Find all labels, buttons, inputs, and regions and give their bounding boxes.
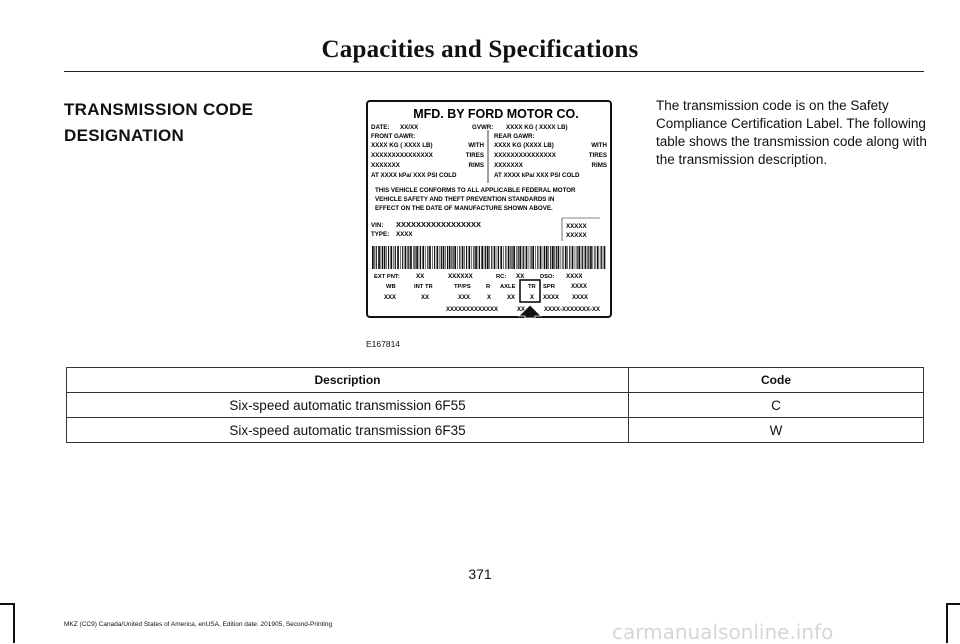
barcode-bar — [487, 246, 489, 269]
barcode-bar — [581, 246, 582, 269]
barcode-bar — [468, 246, 470, 269]
crop-mark-right — [946, 603, 960, 605]
barcode-bar — [384, 246, 386, 269]
barcode-bar — [544, 246, 545, 269]
barcode-bar — [529, 246, 530, 269]
barcode-bar — [464, 246, 465, 269]
barcode-bar — [588, 246, 589, 269]
barcode-bar — [522, 246, 523, 269]
barcode-bar — [427, 246, 428, 269]
barcode-bar — [429, 246, 431, 269]
barcode-bar — [408, 246, 409, 269]
label-dso-val: XXXX — [566, 273, 583, 280]
barcode-bar — [400, 246, 401, 269]
label-bottom-right: XXXX-XXXXXXX-XX — [544, 307, 601, 313]
barcode-bar — [572, 246, 574, 269]
label-axle: AXLE — [500, 284, 516, 290]
label-int-tr: INT TR — [414, 284, 433, 290]
barcode-bar — [390, 246, 392, 269]
barcode-bar — [440, 246, 441, 269]
barcode-bar — [593, 246, 594, 269]
label-gvwr-value: XXXX KG ( XXXX LB) — [506, 124, 568, 131]
label-ext-pnt: EXT PNT: — [374, 274, 400, 280]
label-front-kg: XXXX KG ( XXXX LB) — [371, 142, 433, 149]
barcode-bar — [422, 246, 424, 269]
barcode-bar — [558, 246, 560, 269]
page-header-title: Capacities and Specifications — [321, 36, 639, 63]
header-rule — [64, 71, 924, 72]
barcode-bar — [449, 246, 451, 269]
barcode-bar — [478, 246, 479, 269]
barcode-bar — [381, 246, 382, 269]
label-tp-ps: TP/PS — [454, 284, 471, 290]
barcode-bar — [508, 246, 510, 269]
barcode-bar — [505, 246, 506, 269]
section-heading-line2: DESIGNATION — [64, 126, 185, 145]
label-front-x15: XXXXXXXXXXXXXXX — [371, 152, 433, 159]
barcode-bar — [481, 246, 483, 269]
barcode-bar — [489, 246, 490, 269]
label-v2: XXXX — [572, 295, 589, 301]
label-front-gawr: FRONT GAWR: — [371, 133, 416, 140]
label-v1: XXXX — [543, 295, 560, 301]
barcode-bar — [546, 246, 548, 269]
barcode-bar — [513, 246, 515, 269]
barcode-bar — [471, 246, 472, 269]
barcode-bar — [479, 246, 480, 269]
label-box-top: XXXXX — [566, 223, 587, 230]
barcode-bar — [597, 246, 599, 269]
barcode-bar — [590, 246, 592, 269]
barcode-bar — [407, 246, 408, 269]
section-heading — [64, 98, 253, 148]
label-box-bottom: XXXXX — [566, 232, 587, 239]
barcode-bar — [523, 246, 524, 269]
barcode-bar — [475, 246, 477, 269]
barcode-bar — [548, 246, 549, 269]
table-row — [67, 418, 924, 443]
barcode-bar — [484, 246, 485, 269]
barcode-bar — [419, 246, 420, 269]
label-vin-value: XXXXXXXXXXXXXXXXX — [396, 220, 482, 229]
barcode-bar — [485, 246, 486, 269]
barcode-bar — [414, 246, 415, 269]
label-conform-3: EFFECT ON THE DATE OF MANUFACTURE SHOWN ABOVE. — [375, 205, 553, 212]
label-rear-rims: RIMS — [591, 162, 607, 169]
label-type: TYPE: — [371, 231, 390, 238]
barcode-bar — [526, 246, 528, 269]
label-ext-val1: XX — [416, 273, 425, 280]
label-mfd: MFD. BY FORD MOTOR CO. — [413, 107, 579, 121]
barcode-bar — [497, 246, 498, 269]
barcode-bar — [511, 246, 512, 269]
barcode-bar — [562, 246, 563, 269]
label-gvwr: GVWR: — [472, 124, 494, 131]
barcode-bar — [459, 246, 460, 269]
label-rear-with: WITH — [591, 142, 607, 149]
barcode-bar — [447, 246, 448, 269]
barcode-bar — [575, 246, 576, 269]
barcode-bar — [561, 246, 562, 269]
label-spr-val: XXXX — [571, 284, 588, 290]
barcode-bar — [453, 246, 454, 269]
barcode-bar — [376, 246, 377, 269]
table-header-description: Description — [67, 368, 629, 393]
table-cell-code: C — [629, 393, 924, 418]
barcode-bar — [462, 246, 464, 269]
crop-mark-left-vertical — [13, 603, 15, 643]
barcode-bar — [577, 246, 578, 269]
label-ext-val2: XXXXXX — [448, 273, 473, 280]
barcode-bar — [498, 246, 499, 269]
certification-label-illustration — [366, 100, 612, 318]
table-row — [67, 393, 924, 418]
barcode-bar — [413, 246, 414, 269]
crop-mark-left — [0, 603, 14, 605]
barcode-bar — [585, 246, 587, 269]
label-axle-val: XX — [507, 295, 516, 301]
barcode-bar — [601, 246, 602, 269]
barcode-bar — [441, 246, 442, 269]
barcode-bar — [531, 246, 532, 269]
barcode-bar — [445, 246, 446, 269]
barcode-bar — [535, 246, 536, 269]
barcode-bar — [569, 246, 570, 269]
label-date: DATE: — [371, 124, 390, 131]
barcode-bar — [552, 246, 554, 269]
barcode-bar — [402, 246, 403, 269]
barcode-bar — [543, 246, 544, 269]
table-header-row — [67, 368, 924, 393]
watermark: carmanualsonline.info — [612, 620, 834, 644]
barcode-bar — [494, 246, 496, 269]
barcode-bar — [594, 246, 595, 269]
footer-text: MKZ (CC9) Canada/United States of America, enUSA, Edition date: 201905, Second-Printing — [64, 621, 333, 628]
label-front-psi: AT XXXX kPa/ XXX PSI COLD — [371, 172, 457, 179]
label-dso: DSO: — [540, 274, 555, 280]
barcode-bar — [434, 246, 435, 269]
barcode-bar — [554, 246, 555, 269]
barcode-bar — [600, 246, 601, 269]
label-rc: RC: — [496, 274, 507, 280]
barcode-bar — [537, 246, 538, 269]
label-bottom-left: XXXXXXXXXXXXX — [446, 307, 499, 313]
section-heading-line1: TRANSMISSION CODE — [64, 100, 254, 119]
barcode-bar — [550, 246, 551, 269]
label-conform-2: VEHICLE SAFETY AND THEFT PREVENTION STANDARDS IN — [375, 196, 555, 203]
barcode-bar — [425, 246, 426, 269]
barcode-bar — [466, 246, 467, 269]
intro-paragraph: The transmission code is on the Safety Compliance Certification Label. The following table shows the transmission code along with the transmission description. — [656, 98, 927, 167]
table-cell-description: Six-speed automatic transmission 6F55 — [67, 393, 629, 418]
crop-mark-right-vertical — [946, 603, 948, 643]
barcode-bar — [393, 246, 394, 269]
transmission-code-table — [66, 367, 924, 443]
barcode-bar — [410, 246, 412, 269]
label-conform-1: THIS VEHICLE CONFORMS TO ALL APPLICABLE FEDERAL MOTOR — [375, 187, 576, 194]
label-rear-psi: AT XXXX kPa/ XXX PSI COLD — [494, 172, 580, 179]
table-cell-code: W — [629, 418, 924, 443]
label-front-rims: RIMS — [468, 162, 484, 169]
barcode-bar — [540, 246, 542, 269]
barcode-bar — [556, 246, 557, 269]
label-r-val: X — [487, 295, 492, 301]
barcode-bar — [604, 246, 606, 269]
label-front-with: WITH — [468, 142, 484, 149]
page-number: 371 — [468, 566, 492, 582]
label-vin: VIN: — [371, 222, 384, 229]
barcode-bar — [519, 246, 521, 269]
barcode-bar — [454, 246, 456, 269]
barcode-bar — [518, 246, 519, 269]
label-front-x7: XXXXXXX — [371, 162, 400, 169]
label-tr: TR — [528, 284, 536, 290]
barcode-bar — [567, 246, 568, 269]
barcode-bar — [532, 246, 534, 269]
barcode-bar — [503, 246, 504, 269]
label-rear-gawr: REAR GAWR: — [494, 133, 535, 140]
barcode-bar — [374, 246, 375, 269]
label-int-val: XX — [421, 295, 430, 301]
barcode-bar — [388, 246, 389, 269]
barcode-bar — [420, 246, 421, 269]
label-type-value: XXXX — [396, 231, 413, 238]
barcode-bar — [405, 246, 407, 269]
label-rc-val: XX — [516, 273, 525, 280]
barcode-bar — [372, 246, 374, 269]
figure-code: E167814 — [366, 339, 401, 349]
barcode-bar — [437, 246, 439, 269]
label-bottom-mid: XX — [517, 307, 526, 313]
label-tp-val: XXX — [458, 295, 471, 301]
label-r: R — [486, 284, 491, 290]
label-front-tires: TIRES — [465, 152, 484, 159]
barcode-bar — [491, 246, 492, 269]
barcode-bar — [510, 246, 511, 269]
barcode-bar — [378, 246, 380, 269]
table-header-code: Code — [629, 368, 924, 393]
barcode-bar — [443, 246, 445, 269]
barcode-bar — [500, 246, 502, 269]
barcode-bar — [565, 246, 567, 269]
label-wb-val: XXX — [384, 295, 397, 301]
barcode-bar — [582, 246, 583, 269]
label-rear-x7: XXXXXXX — [494, 162, 523, 169]
barcode-bar — [416, 246, 418, 269]
label-rear-tires: TIRES — [588, 152, 607, 159]
label-rear-x15: XXXXXXXXXXXXXXX — [494, 152, 556, 159]
barcode-bar — [451, 246, 452, 269]
label-wb: WB — [386, 284, 396, 290]
barcode-bar — [397, 246, 399, 269]
barcode-bar — [516, 246, 517, 269]
barcode-bar — [473, 246, 474, 269]
barcode-bar — [386, 246, 387, 269]
table-cell-description: Six-speed automatic transmission 6F35 — [67, 418, 629, 443]
barcode-bar — [578, 246, 580, 269]
label-tr-val: X — [530, 295, 535, 301]
label-spr: SPR — [543, 284, 555, 290]
barcode-bar — [382, 246, 383, 269]
barcode-bar — [395, 246, 396, 269]
barcode-bar — [457, 246, 458, 269]
barcode-bar — [432, 246, 433, 269]
label-date-value: XX/XX — [400, 124, 419, 131]
label-rear-kg: XXXX KG (XXXX LB) — [494, 142, 554, 149]
barcode-bar — [587, 246, 588, 269]
